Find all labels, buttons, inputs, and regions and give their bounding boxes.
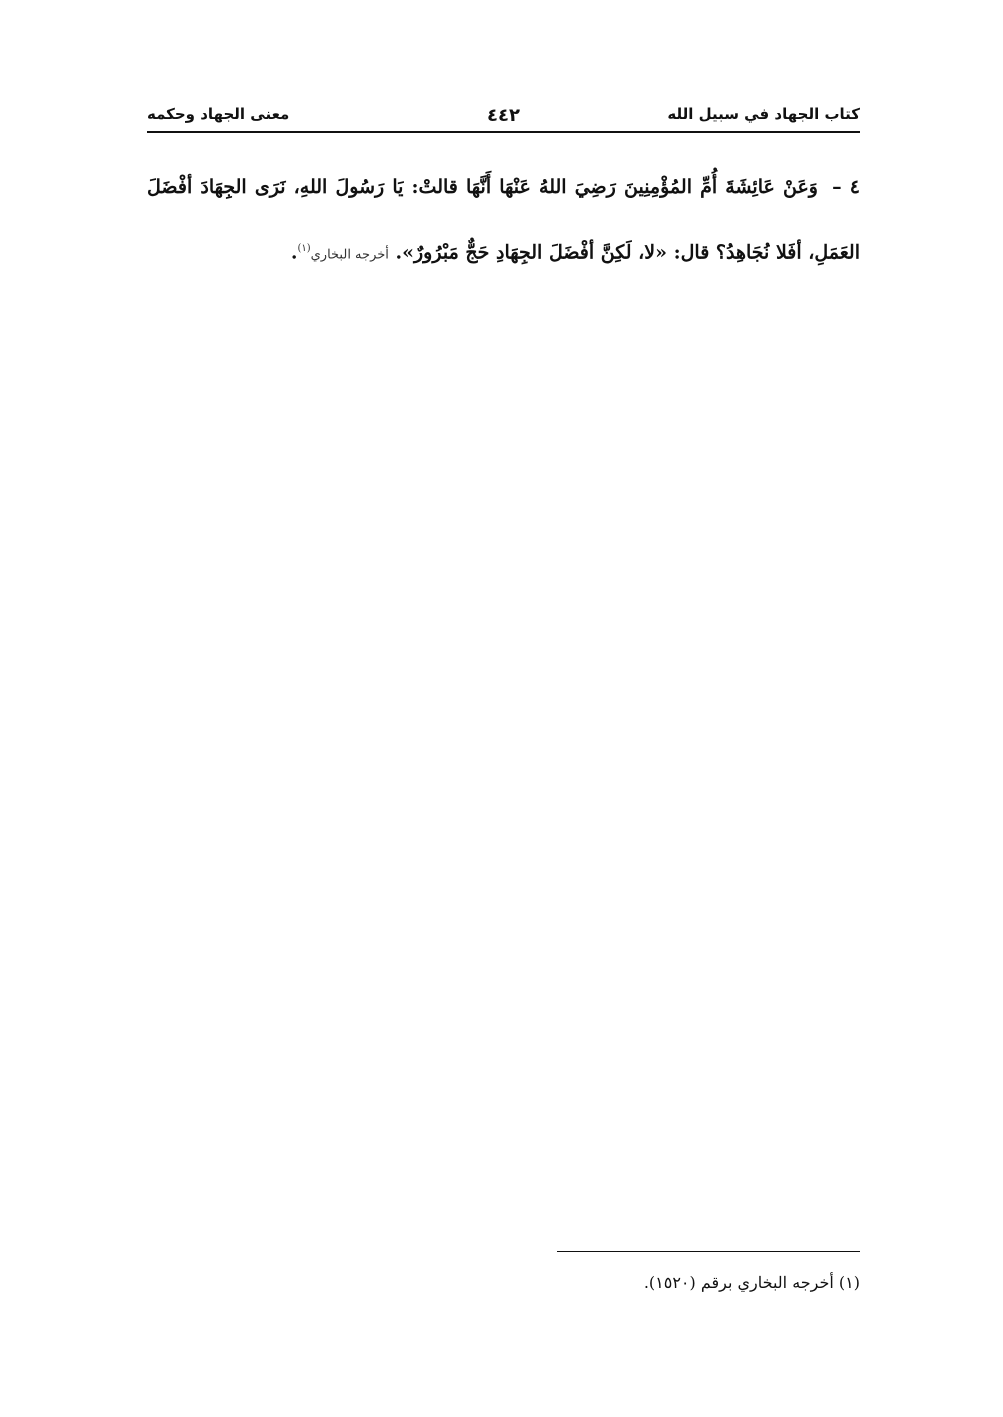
running-header [147, 103, 860, 133]
chapter-title: معنى الجهاد وحكمه [147, 105, 290, 123]
page-number: ٤٤٢ [487, 105, 520, 126]
hadith-text: وَعَنْ عَائِشَةَ أُمِّ المُؤْمِنِينَ رَضِيَ اللهُ عَنْهَا أَنَّهَا قالتْ: يَا رَسُولَ اللهِ، نَرَى الجِهَادَ أفْضَلَ العَمَلِ، أفَلا نُجَاهِدُ؟ قال: «لا، لَكِنَّ أفْضَلَ الجِهَادِ حَجٌّ مَبْرُورٌ». [147, 176, 860, 264]
hadith-number: ٤ – [832, 176, 860, 198]
footnote-divider [557, 1251, 860, 1252]
hadith-paragraph [147, 156, 860, 286]
book-title: كتاب الجهاد في سبيل الله [667, 105, 860, 123]
source-note: أخرجه البخاري [310, 247, 389, 263]
footnote-reference[interactable]: (١) [297, 243, 311, 254]
footnote: (١) أخرجه البخاري برقم (١٥٢٠). [643, 1273, 860, 1292]
closing-period: . [290, 241, 298, 264]
